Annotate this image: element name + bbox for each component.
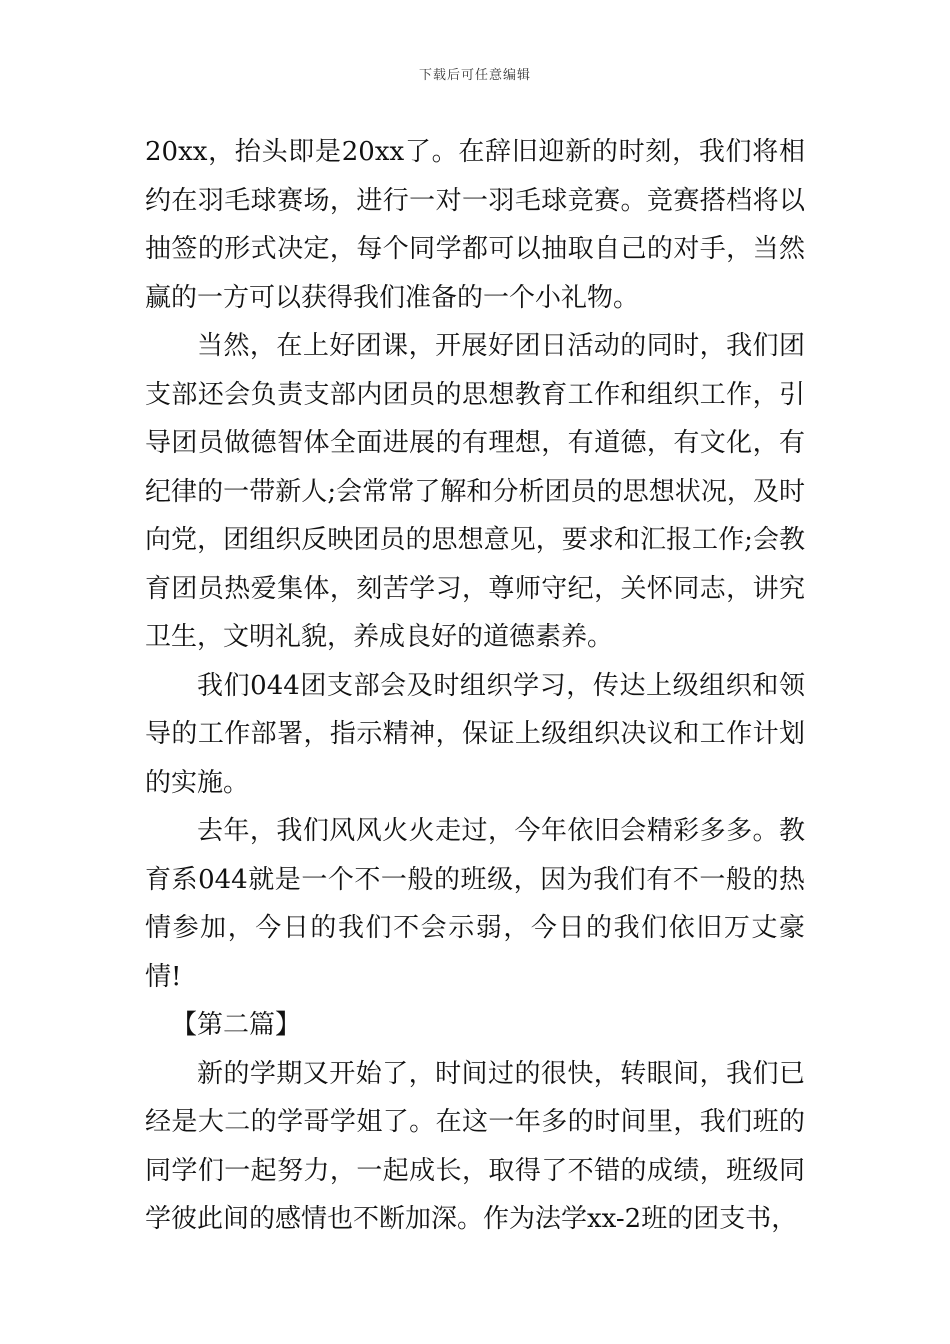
- paragraph-badminton: 20xx，抬头即是20xx了。在辞旧迎新的时刻，我们将相约在羽毛球赛场，进行一对一羽毛球竞赛。竞赛搭档将以抽签的形式决定，每个同学都可以抽取自己的对手，当然赢的一方可以获得我们准备的一个小礼物。: [145, 137, 805, 313]
- paragraph-last-year: 去年，我们风风火火走过，今年依旧会精彩多多。教育系044就是一个不一般的班级，因为我们有不一般的热情参加，今日的我们不会示弱，今日的我们依旧万丈豪情!: [145, 816, 805, 992]
- page-header: 下载后可任意编辑: [418, 68, 531, 83]
- paragraph-new-semester: 新的学期又开始了，时间过的很快，转眼间，我们已经是大二的学哥学姐了。在这一年多的时间里，我们班的同学们一起努力，一起成长，取得了不错的成绩，班级同学彼此间的感情也不断加深。作为法学xx-2班的团支书，: [145, 1058, 805, 1234]
- document-body: [145, 128, 805, 1244]
- paragraph-league-branch-duties: 当然，在上好团课，开展好团日活动的同时，我们团支部还会负责支部内团员的思想教育工作和组织工作，引导团员做德智体全面进展的有理想，有道德，有文化，有纪律的一带新人;会常常了解和分析团员的思想状况，及时向党，团组织反映团员的思想意见，要求和汇报工作;会教育团员热爱集体，刻苦学习，尊师守纪，关怀同志，讲究卫生，文明礼貌，养成良好的道德素养。: [145, 331, 805, 652]
- section-heading: 【第二篇】: [171, 1010, 302, 1040]
- paragraph-study-organization: 我们044团支部会及时组织学习，传达上级组织和领导的工作部署，指示精神，保证上级组织决议和工作计划的实施。: [145, 670, 805, 798]
